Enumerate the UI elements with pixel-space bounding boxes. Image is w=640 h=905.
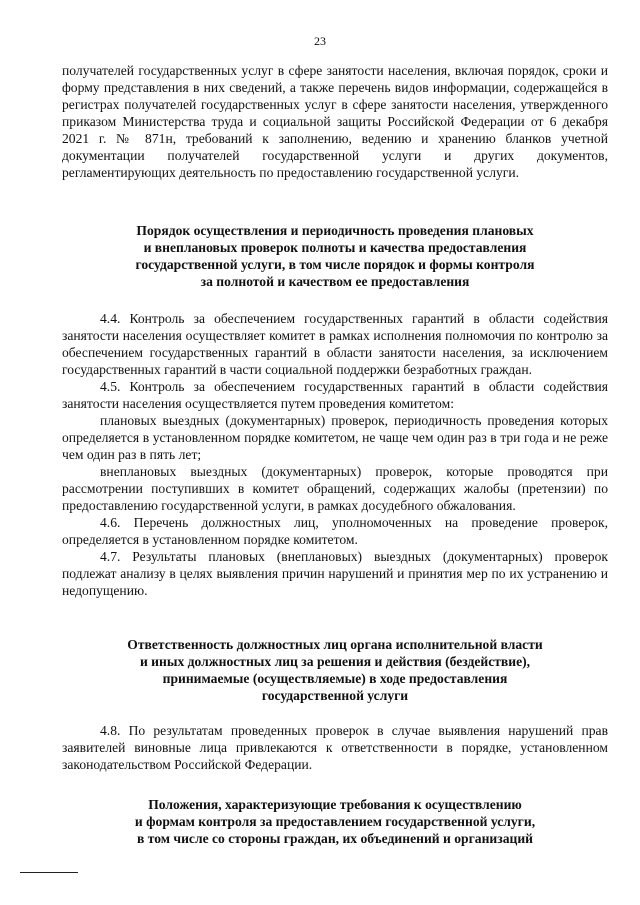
heading-line: Положения, характеризующие требования к осуществлению	[148, 797, 522, 812]
paragraph-4-5: 4.5. Контроль за обеспечением государственных гарантий в области содействия занятости населения осуществляется путем проведения комитетом:	[62, 379, 608, 411]
paragraph-4-4: 4.4. Контроль за обеспечением государственных гарантий в области содействия занятости населения осуществляет комитет в рамках исполнения полномочия по контролю за обеспечением государственных гарантий в области занятости населения, за исключением государственных гарантий в части социальной поддержки безработных граждан.	[62, 311, 608, 377]
heading-line: и формам контроля за предоставлением государственной услуги,	[134, 814, 536, 829]
paragraph-unplanned-inspections: внеплановых выездных (документарных) проверок, которые проводятся при рассмотрении поступивших в комитет обращений, содержащих жалобы (претензии) по предоставлению государственной услуги, в рамках досудебного обжалования.	[62, 464, 608, 513]
heading-line: государственной услуги	[261, 688, 409, 703]
heading-line: Порядок осуществления и периодичность проведения плановых	[136, 223, 534, 238]
heading-line: Ответственность должностных лиц органа исполнительной власти	[127, 637, 543, 652]
section-heading-responsibility	[62, 636, 608, 704]
paragraph-4-7: 4.7. Результаты плановых (внеплановых) выездных (документарных) проверок подлежат анализу в целях выявления причин нарушений и принятия мер по их устранению и недопущению.	[62, 549, 608, 598]
section1-body	[62, 310, 608, 599]
heading-line: в том числе со стороны граждан, их объединений и организаций	[137, 831, 533, 846]
heading-line: принимаемые (осуществляемые) в ходе предоставления	[162, 671, 508, 686]
section-heading-control-requirements	[62, 796, 608, 847]
page-number: 23	[314, 34, 326, 48]
heading-line: за полнотой и качеством ее предоставления	[200, 274, 470, 289]
intro-paragraph: получателей государственных услуг в сфере занятости населения, включая порядок, сроки и форму представления в них сведений, а также перечень видов информации, содержащейся в регистрах получателей государственных услуг в сфере занятости населения, утвержденного приказом Министерства труда и социальной защиты Российской Федерации от 6 декабря 2021 г. № 871н, требований к заполнению, ведению и хранению бланков учетной документации получателей государственной услуги и других документов, регламентирующих деятельность по предоставлению государственной услуги.	[62, 63, 608, 180]
heading-line: государственной услуги, в том числе порядок и формы контроля	[135, 257, 535, 272]
paragraph-4-6: 4.6. Перечень должностных лиц, уполномоченных на проведение проверок, определяется в установленном порядке комитетом.	[62, 515, 608, 547]
paragraph-4-8: 4.8. По результатам проведенных проверок в случае выявления нарушений прав заявителей виновные лица привлекаются к ответственности в порядке, установленном законодательством Российской Федерации.	[62, 723, 608, 772]
heading-line: и внеплановых проверок полноты и качества предоставления	[143, 240, 527, 255]
section-heading-inspections	[62, 222, 608, 290]
heading-line: и иных должностных лиц за решения и действия (бездействие),	[139, 654, 531, 669]
intro-paragraph-block	[62, 62, 608, 181]
section2-body	[62, 722, 608, 773]
paragraph-planned-inspections: плановых выездных (документарных) проверок, периодичность проведения которых определяется в установленном порядке комитетом, не чаще чем один раз в три года и не реже чем один раз в пять лет;	[62, 413, 608, 462]
footnote-divider	[20, 872, 78, 873]
